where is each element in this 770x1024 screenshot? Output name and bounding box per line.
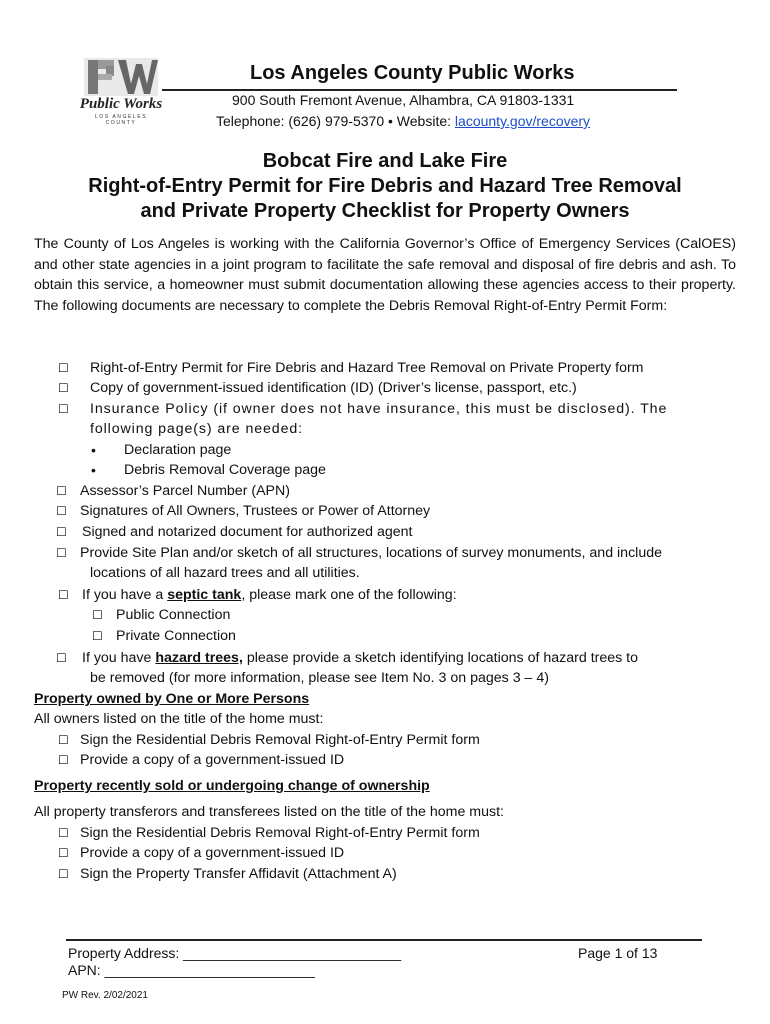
checkbox-apn[interactable] <box>56 483 67 499</box>
bullet-icon <box>91 442 96 459</box>
item-roe-form: Right-of-Entry Permit for Fire Debris and Hazard Tree Removal on Private Property form <box>90 360 644 376</box>
checkbox-sold-affidavit[interactable] <box>58 866 69 882</box>
septic-pre: If you have a <box>82 587 168 603</box>
sold-item-affidavit: Sign the Property Transfer Affidavit (Attachment A) <box>80 866 397 882</box>
checkbox-roe-form[interactable] <box>58 360 69 376</box>
website-link[interactable]: lacounty.gov/recovery <box>454 113 591 129</box>
checkbox-owned-sign[interactable] <box>58 732 69 748</box>
owned-lead: All owners listed on the title of the home must: <box>34 711 324 727</box>
checkbox-notarized[interactable] <box>56 524 67 540</box>
checkbox-insurance[interactable] <box>58 401 69 417</box>
pw-logo-icon <box>78 56 164 98</box>
checkbox-private-connection[interactable] <box>92 628 103 644</box>
bullet-icon <box>91 462 96 479</box>
doc-title-line-3: and Private Property Checklist for Property Owners <box>140 200 630 222</box>
doc-title-line-2: Right-of-Entry Permit for Fire Debris and Hazard Tree Removal <box>88 175 682 197</box>
item-public-connection: Public Connection <box>116 607 231 623</box>
logo-wordmark: Public Works <box>79 96 163 112</box>
phone-text: Telephone: (626) 979-5370 • Website: <box>216 113 455 129</box>
item-declaration: Declaration page <box>124 442 232 458</box>
septic-post: , please mark one of the following: <box>241 587 457 603</box>
org-address: 900 South Fremont Avenue, Alhambra, CA 91803-1331 <box>232 92 575 108</box>
intro-paragraph: The County of Los Angeles is working with the California Governor’s Office of Emergency Services (CalOES) and other state agencies in a joint program to facilitate the safe removal and disposal of fire debris and ash. To obtain this service, a homeowner must submit documentation allowing these agencies access to their property. The following documents are necessary to complete the Debris Removal Right-of-Entry Permit Form: <box>34 236 736 315</box>
checkbox-hazard-trees[interactable] <box>56 650 67 666</box>
sold-item-id: Provide a copy of a government-issued ID <box>80 845 345 861</box>
revision-note: PW Rev. 2/02/2021 <box>62 990 148 1001</box>
item-septic <box>82 587 457 603</box>
item-signatures: Signatures of All Owners, Trustees or Power of Attorney <box>80 503 431 519</box>
hazard-pre: If you have <box>82 650 156 666</box>
org-contact <box>216 113 590 129</box>
checkbox-sold-sign[interactable] <box>58 825 69 841</box>
doc-title-line-1: Bobcat Fire and Lake Fire <box>262 150 508 172</box>
item-apn: Assessor’s Parcel Number (APN) <box>80 483 290 499</box>
item-private-connection: Private Connection <box>116 628 236 644</box>
hazard-keyword: hazard trees, <box>155 650 243 666</box>
org-name: Los Angeles County Public Works <box>250 62 575 84</box>
owned-item-sign: Sign the Residential Debris Removal Right-of-Entry Permit form <box>80 732 480 748</box>
item-site-plan-cont: locations of all hazard trees and all utilities. <box>90 565 360 581</box>
item-id-copy: Copy of government-issued identification (ID) (Driver’s license, passport, etc.) <box>90 380 577 396</box>
sold-lead: All property transferors and transferees listed on the title of the home must: <box>34 804 504 820</box>
checkbox-sold-id[interactable] <box>58 845 69 861</box>
hazard-post: please provide a sketch identifying locations of hazard trees to <box>242 650 639 666</box>
header-divider <box>162 89 677 91</box>
public-works-logo <box>78 56 164 126</box>
checkbox-owned-id[interactable] <box>58 752 69 768</box>
checkbox-public-connection[interactable] <box>92 607 103 623</box>
checkbox-id-copy[interactable] <box>58 380 69 396</box>
footer-property-address: Property Address: ____________________________ <box>68 945 402 961</box>
septic-keyword: septic tank <box>167 587 242 603</box>
checkbox-septic[interactable] <box>58 587 69 603</box>
owned-item-id: Provide a copy of a government-issued ID <box>80 752 345 768</box>
item-site-plan: Provide Site Plan and/or sketch of all structures, locations of survey monuments, and include <box>80 545 662 561</box>
checkbox-signatures[interactable] <box>56 503 67 519</box>
checkbox-site-plan[interactable] <box>56 545 67 561</box>
logo-subtitle: LOS ANGELES COUNTY <box>94 114 148 126</box>
item-insurance-cont: following page(s) are needed: <box>90 421 304 437</box>
footer-apn: APN: ___________________________ <box>68 962 315 978</box>
item-hazard-trees <box>82 650 638 666</box>
page-number: Page 1 of 13 <box>578 945 658 961</box>
owned-heading: Property owned by One or More Persons <box>34 691 310 707</box>
item-notarized: Signed and notarized document for authorized agent <box>82 524 413 540</box>
item-hazard-trees-cont: be removed (for more information, please see Item No. 3 on pages 3 – 4) <box>90 670 549 686</box>
sold-item-sign: Sign the Residential Debris Removal Right-of-Entry Permit form <box>80 825 480 841</box>
item-insurance: Insurance Policy (if owner does not have insurance, this must be disclosed). The <box>90 401 668 417</box>
item-coverage: Debris Removal Coverage page <box>124 462 326 478</box>
footer-divider <box>66 939 702 941</box>
sold-heading: Property recently sold or undergoing change of ownership <box>34 778 430 794</box>
